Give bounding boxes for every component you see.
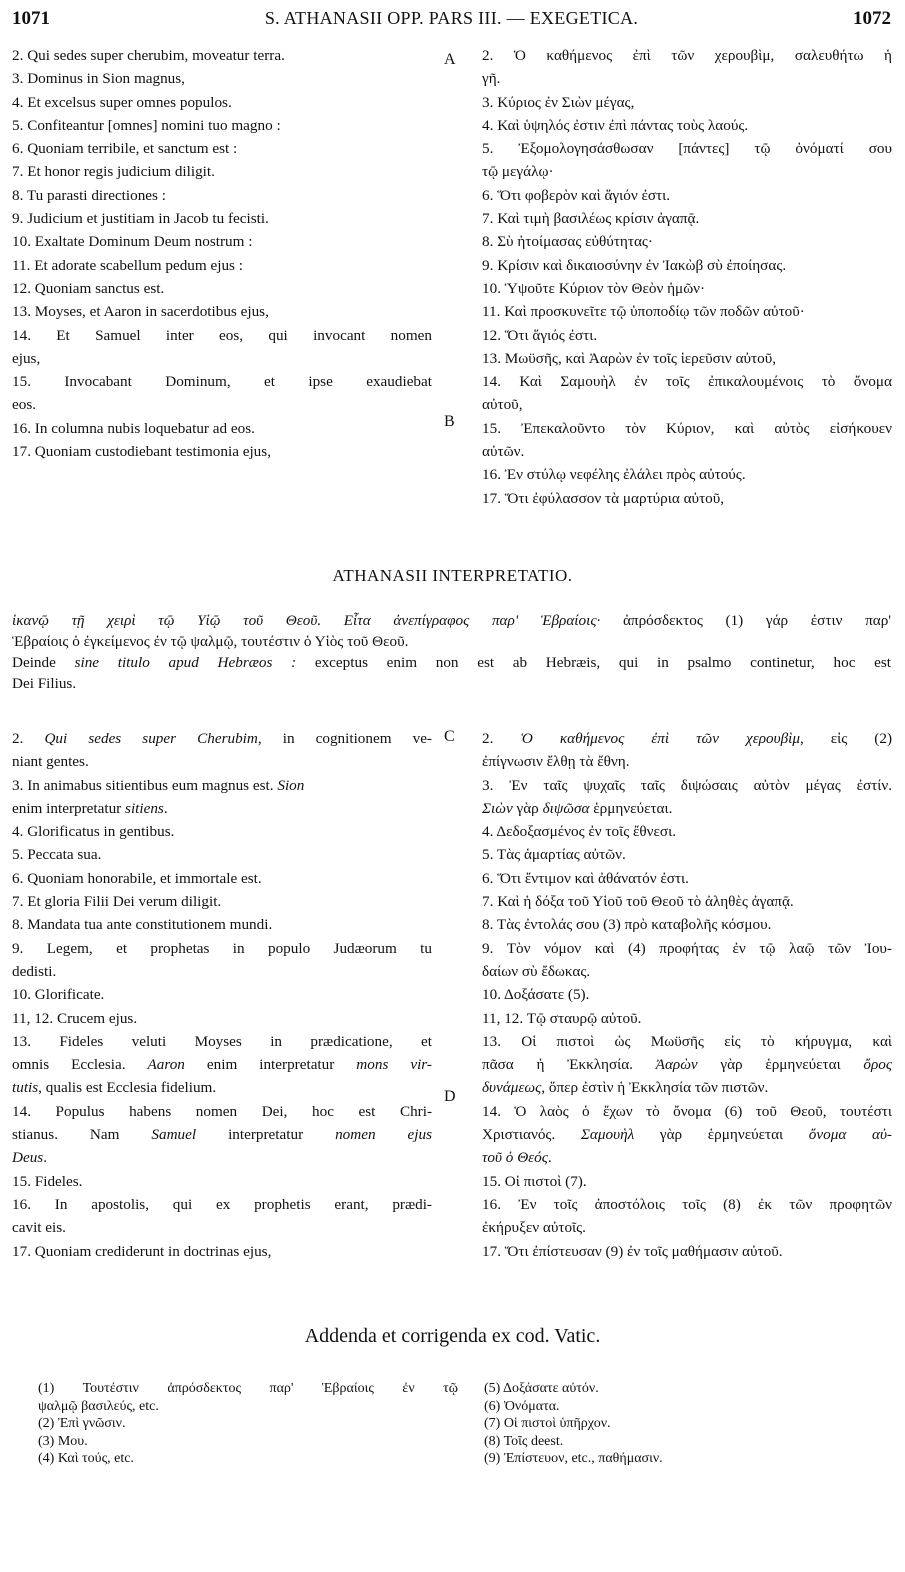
- psalm-verse-greek: αὐτῶν.: [482, 443, 525, 461]
- interpretatio-line-greek: Χριστιανός. Σαμουὴλ γὰρ ἑρμηνεύεται ὄνομα αὐ-: [482, 1126, 892, 1144]
- psalm-verse-latin: eos.: [12, 396, 37, 414]
- interpretatio-line-greek: ἐκήρυξεν αὐτοῖς.: [482, 1219, 586, 1237]
- addenda-title: Addenda et corrigenda ex cod. Vatic.: [304, 1325, 601, 1347]
- psalm-verse-latin: 16. In columna nubis loquebatur ad eos.: [12, 419, 255, 437]
- interpretatio-line-greek: 4. Δεδοξασμένος ἐν τοῖς ἔθνεσι.: [482, 823, 676, 841]
- interpretatio-line-greek: 8. Τὰς ἐντολάς σου (3) πρὸ καταβολῆς κόσμου.: [482, 916, 772, 934]
- section-title: ATHANASII INTERPRETATIO.: [332, 566, 573, 585]
- interpretatio-line-latin: 17. Quoniam crediderunt in doctrinas ejus,: [12, 1242, 272, 1260]
- interpretatio-line-latin: 3. In animabus sitientibus eum magnus est. Sion: [12, 776, 305, 794]
- interpretatio-line-greek: πᾶσα ἡ Ἐκκλησία. Ἀαρὼν γὰρ ἑρμηνεύεται ὄρος: [482, 1056, 892, 1074]
- interpretatio-greek-column: [482, 727, 892, 1263]
- margin-mark-b: B: [444, 413, 455, 430]
- interpretatio-line-latin: 9. Legem, et prophetas in populo Judæorum tu: [12, 939, 432, 957]
- interpretatio-line-greek: 7. Καὶ ἡ δόξα τοῦ Υἱοῦ τοῦ Θεοῦ τὸ ἀληθὲς ἀγαπᾷ.: [482, 893, 794, 911]
- addenda-note: (5) Δοξάσατε αὐτόν.: [484, 1381, 599, 1396]
- interpretatio-line-latin: niant gentes.: [12, 753, 89, 771]
- interpretatio-line-latin: 10. Glorificate.: [12, 986, 105, 1004]
- interpretatio-line-greek: 16. Ἐν τοῖς ἀποστόλοις τοῖς (8) ἐκ τῶν προφητῶν: [482, 1195, 892, 1213]
- addenda-right-column: [484, 1380, 884, 1468]
- psalm-verse-greek: 11. Καὶ προσκυνεῖτε τῷ ὑποποδίῳ τῶν ποδῶν αὐτοῦ·: [482, 303, 805, 321]
- interpretatio-line-greek: 15. Οἱ πιστοὶ (7).: [482, 1172, 587, 1190]
- margin-mark-d: D: [444, 1088, 456, 1105]
- psalm-verse-latin: 17. Quoniam custodiebant testimonia ejus,: [12, 443, 271, 461]
- addenda-note: (6) Ὀνόματα.: [484, 1398, 560, 1414]
- addenda-note: (3) Μου.: [38, 1433, 88, 1449]
- interpretatio-line-latin: enim interpretatur sitiens.: [12, 799, 168, 817]
- interpretatio-line-greek: τοῦ ὁ Θεός.: [482, 1149, 552, 1167]
- interpretatio-intro: [12, 610, 891, 694]
- addenda-note: (1) Τουτέστιν ἀπρόσδεκτος παρ' Ἑβραίοις ἐν τῷ: [38, 1381, 458, 1396]
- interpretatio-line-greek: δυνάμεως, ὅπερ ἐστὶν ἡ Ἐκκλησία τῶν πιστῶν.: [482, 1079, 769, 1097]
- psalm-verse-latin: 7. Et honor regis judicium diligit.: [12, 163, 215, 181]
- interpretatio-line-latin: 13. Fideles veluti Moyses in prædicatione, et: [12, 1032, 432, 1050]
- psalm-verse-greek: 4. Καὶ ὑψηλός ἐστιν ἐπὶ πάντας τοὺς λαούς.: [482, 116, 749, 134]
- psalm-verse-greek: 7. Καὶ τιμὴ βασιλέως κρίσιν ἀγαπᾷ.: [482, 210, 700, 228]
- interpretatio-line-latin: 5. Peccata sua.: [12, 846, 102, 864]
- psalm-verse-greek: 3. Κύριος ἐν Σιὼν μέγας,: [482, 93, 635, 111]
- interpretatio-line-greek: 14. Ὁ λαὸς ὁ ἔχων τὸ ὄνομα (6) τοῦ Θεοῦ, τουτέστι: [482, 1102, 892, 1120]
- interpretatio-line-greek: 2. Ὁ καθήμενος ἐπὶ τῶν χερουβὶμ, εἰς (2): [482, 730, 892, 747]
- psalm-verse-greek: 5. Ἐξομολογησάσθωσαν [πάντες] τῷ ὀνόματί σου: [482, 140, 892, 158]
- psalm-verse-greek: 9. Κρίσιν καὶ δικαιοσύνην ἐν Ἰακὼβ σὺ ἐποίησας.: [482, 256, 787, 274]
- interpretatio-latin-column: [12, 727, 432, 1263]
- interpretatio-line-greek: δαίων σὺ ἔδωκας.: [482, 962, 591, 980]
- interpretatio-line-latin: 15. Fideles.: [12, 1172, 83, 1190]
- running-title: S. ATHANASII OPP. PARS III. — EXEGETICA.: [264, 8, 639, 28]
- addenda-note: (4) Καὶ τούς, etc.: [38, 1451, 134, 1467]
- interpretatio-line-latin: 7. Et gloria Filii Dei verum diligit.: [12, 893, 222, 911]
- interpretatio-line-greek: ἐπίγνωσιν ἔλθῃ τὰ ἔθνη.: [482, 753, 630, 771]
- psalm-verse-greek: 12. Ὅτι ἅγιός ἐστι.: [482, 326, 598, 344]
- psalm-verse-greek: αὐτοῦ,: [482, 396, 523, 414]
- psalm-verse-greek: 14. Καὶ Σαμουὴλ ἐν τοῖς ἐπικαλουμένοις τὸ ὄνομα: [482, 373, 892, 391]
- interpretatio-line-latin: 16. In apostolis, qui ex prophetis erant, prædi-: [12, 1195, 432, 1213]
- interpretatio-line-latin: dedisti.: [12, 962, 57, 980]
- psalm-verse-latin: 8. Tu parasti directiones :: [12, 186, 166, 204]
- addenda-note: (2) Ἐπὶ γνῶσιν.: [38, 1416, 126, 1432]
- psalm-verse-latin: 2. Qui sedes super cherubim, moveatur terra.: [12, 47, 285, 64]
- interpretatio-line-latin: 4. Glorificatus in gentibus.: [12, 823, 175, 841]
- interpretatio-line-greek: 5. Τὰς ἁμαρτίας αὐτῶν.: [482, 846, 626, 864]
- interpretatio-line-latin: 8. Mandata tua ante constitutionem mundi.: [12, 916, 273, 934]
- psalm-verse-latin: 14. Et Samuel inter eos, qui invocant nomen: [12, 326, 432, 344]
- interpretatio-line-greek: 17. Ὅτι ἐπίστευσαν (9) ἐν τοῖς μαθήμασιν αὐτοῦ.: [482, 1242, 783, 1260]
- interpretatio-line-latin: cavit eis.: [12, 1219, 66, 1237]
- psalm-verse-latin: 6. Quoniam terribile, et sanctum est :: [12, 140, 238, 158]
- psalm-verse-latin: 5. Confiteantur [omnes] nomini tuo magno :: [12, 116, 281, 134]
- interpretatio-line-greek: Σιὼν γὰρ διψῶσα ἑρμηνεύεται.: [482, 799, 673, 817]
- psalm-verse-greek: γῆ.: [482, 70, 501, 88]
- psalm-verse-latin: 10. Exaltate Dominum Deum nostrum :: [12, 233, 253, 251]
- psalm-verse-latin: 13. Moyses, et Aaron in sacerdotibus ejus,: [12, 303, 269, 321]
- psalm-verse-latin: 12. Quoniam sanctus est.: [12, 279, 165, 297]
- addenda-note: (7) Οἱ πιστοὶ ὑπῆρχον.: [484, 1416, 611, 1432]
- addenda-note: ψαλμῷ βασιλεύς, etc.: [38, 1398, 159, 1414]
- psalm-verse-greek: 8. Σὺ ἡτοίμασας εὐθύτητας·: [482, 233, 653, 251]
- psalm-verse-greek: 17. Ὅτι ἐφύλασσον τὰ μαρτύρια αὐτοῦ,: [482, 489, 725, 507]
- psalm-verse-greek: τῷ μεγάλῳ·: [482, 163, 554, 181]
- intro-greek-line-1: ἱκανῷ τῇ χειρὶ τῷ Υἱῷ τοῦ Θεοῦ. Εἶτα ἀνεπίγραφος παρ' Ἑβραίοις· ἀπρόσδεκτος (1) γάρ ἐστιν παρ': [12, 612, 891, 629]
- interpretatio-line-greek: 6. Ὅτι ἔντιμον καὶ ἀθάνατόν ἐστι.: [482, 869, 689, 887]
- psalm-greek-column: [482, 44, 892, 510]
- psalm-verse-greek: 13. Μωϋσῆς, καὶ Ἀαρὼν ἐν τοῖς ἱερεῦσιν αὐτοῦ,: [482, 349, 777, 367]
- psalm-verse-latin: 15. Invocabant Dominum, et ipse exaudiebat: [12, 373, 432, 391]
- intro-latin-line-1: Deinde sine titulo apud Hebræos : exceptus enim non est ab Hebræis, qui in psalmo continetur, hoc est: [12, 654, 891, 671]
- psalm-verse-latin: 3. Dominus in Sion magnus,: [12, 70, 185, 88]
- interpretatio-line-greek: 11, 12. Τῷ σταυρῷ αὐτοῦ.: [482, 1009, 642, 1027]
- interpretatio-line-latin: tutis, qualis est Ecclesia fidelium.: [12, 1079, 217, 1097]
- interpretatio-line-latin: Deus.: [12, 1149, 48, 1167]
- page-number-left: 1071: [12, 8, 50, 29]
- psalm-latin-column: [12, 44, 432, 463]
- psalm-verse-latin: ejus,: [12, 349, 41, 367]
- page-number-right: 1072: [853, 8, 891, 29]
- intro-greek-line-2: Ἑβραίοις ὁ ἐγκείμενος ἐν τῷ ψαλμῷ, τουτέστιν ὁ Υἱὸς τοῦ Θεοῦ.: [12, 633, 409, 650]
- interpretatio-line-greek: 3. Ἐν ταῖς ψυχαῖς ταῖς διψώσαις αὐτὸν μέγας ἐστίν.: [482, 776, 892, 794]
- psalm-verse-greek: 6. Ὅτι φοβερὸν καὶ ἅγιόν ἐστι.: [482, 186, 671, 204]
- psalm-verse-latin: 9. Judicium et justitiam in Jacob tu fecisti.: [12, 210, 269, 228]
- interpretatio-line-latin: omnis Ecclesia. Aaron enim interpretatur mons vir-: [12, 1056, 432, 1074]
- interpretatio-line-latin: 2. Qui sedes super Cherubim, in cognitionem ve-: [12, 730, 432, 747]
- interpretatio-line-latin: 11, 12. Crucem ejus.: [12, 1009, 138, 1027]
- psalm-verse-latin: 11. Et adorate scabellum pedum ejus :: [12, 256, 243, 274]
- psalm-verse-greek: 2. Ὁ καθήμενος ἐπὶ τῶν χερουβὶμ, σαλευθήτω ἡ: [482, 47, 892, 64]
- interpretatio-line-latin: 14. Populus habens nomen Dei, hoc est Chri-: [12, 1102, 432, 1120]
- interpretatio-line-latin: stianus. Nam Samuel interpretatur nomen ejus: [12, 1126, 432, 1144]
- psalm-verse-greek: 16. Ἐν στύλῳ νεφέλης ἐλάλει πρὸς αὐτούς.: [482, 466, 746, 484]
- running-header: [12, 8, 891, 32]
- margin-mark-c: C: [444, 728, 455, 745]
- addenda-note: (8) Τοῖς deest.: [484, 1433, 564, 1449]
- interpretatio-line-greek: 13. Οἱ πιστοὶ ὡς Μωϋσῆς εἰς τὸ κήρυγμα, καὶ: [482, 1032, 892, 1050]
- psalm-verse-latin: 4. Et excelsus super omnes populos.: [12, 93, 232, 111]
- addenda-left-column: [38, 1380, 458, 1468]
- addenda-note: (9) Ἐπίστευον, etc., παθήμασιν.: [484, 1451, 663, 1467]
- psalm-verse-greek: 10. Ὑψοῦτε Κύριον τὸν Θεὸν ἡμῶν·: [482, 279, 706, 297]
- psalm-verse-greek: 15. Ἐπεκαλοῦντο τὸν Κύριον, καὶ αὐτὸς εἰσήκουεν: [482, 419, 892, 437]
- intro-latin-line-2: Dei Filius.: [12, 675, 77, 692]
- interpretatio-line-greek: 9. Τὸν νόμον καὶ (4) προφήτας ἐν τῷ λαῷ τῶν Ἰου-: [482, 939, 892, 957]
- interpretatio-line-greek: 10. Δοξάσατε (5).: [482, 986, 590, 1004]
- interpretatio-line-latin: 6. Quoniam honorabile, et immortale est.: [12, 869, 262, 887]
- margin-mark-a: A: [444, 51, 456, 68]
